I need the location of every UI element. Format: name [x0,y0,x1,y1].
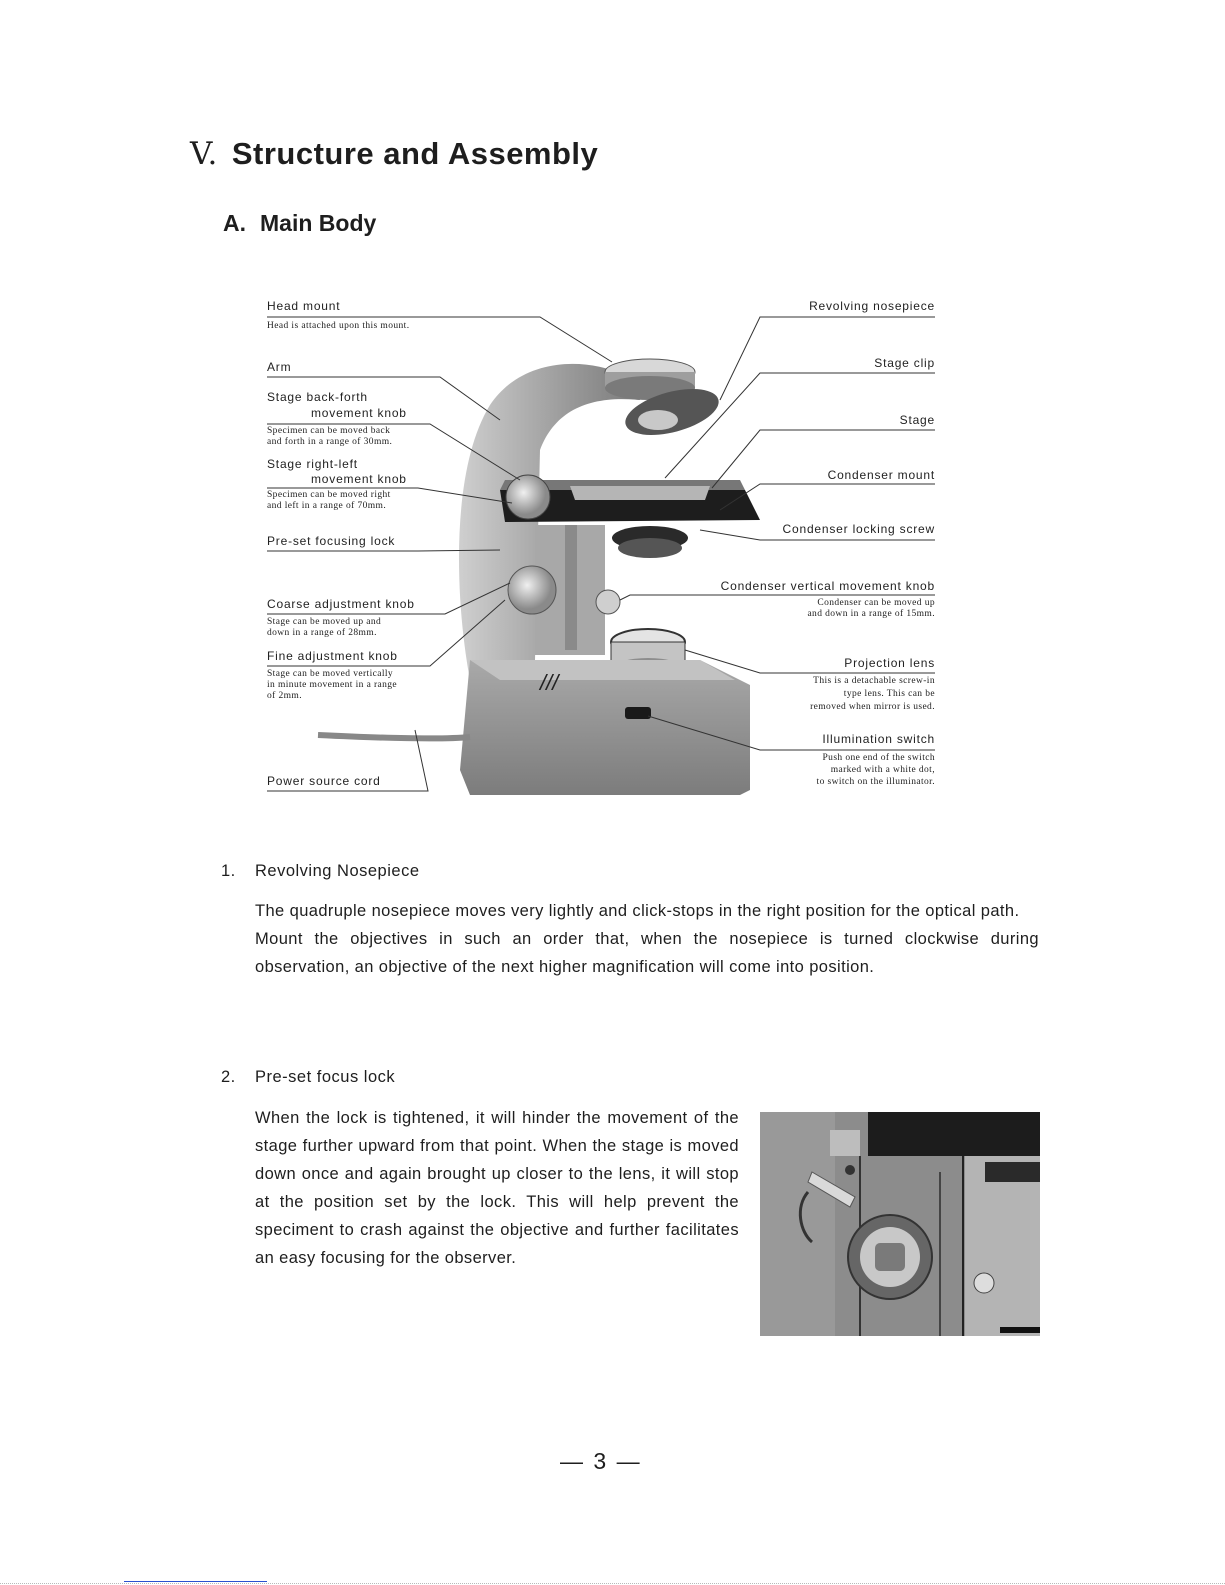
item-1-paragraph-1: The quadruple nosepiece moves very lightly and click-stops in the right position for the optical path. [255,902,1020,920]
base [460,660,750,795]
note-projection-3: removed when mirror is used. [810,702,935,712]
bottom-link-underline [124,1581,267,1582]
note-coarse-2: down in a range of 28mm. [267,628,377,638]
note-condenser-1: Condenser can be moved up [817,598,935,608]
label-stage: Stage [899,413,935,427]
label-stage-right-left: Stage right-left [267,457,358,471]
note-illumination-2: marked with a white dot, [830,765,935,775]
note-stage-back-forth-1: Specimen can be moved back [267,426,391,436]
label-power-cord: Power source cord [267,774,381,788]
note-condenser-2: and down in a range of 15mm. [807,609,935,619]
note-illumination-1: Push one end of the switch [822,753,935,763]
note-fine-1: Stage can be moved vertically [267,669,394,679]
power-cord-illus [318,735,470,738]
stage-knob [506,475,550,519]
item-2-body [255,1104,739,1272]
illumination-switch-illus [625,707,651,719]
label-preset-lock: Pre-set focusing lock [267,534,396,548]
label-illumination-switch: Illumination switch [822,732,935,746]
section-heading: A. Main Body [223,210,377,236]
item-2-heading: 2. Pre-set focus lock [221,1068,396,1086]
note-head-mount: Head is attached upon this mount. [267,321,410,331]
chapter-heading: V. Structure and Assembly [190,136,599,172]
label-head-mount: Head mount [267,299,341,313]
item-1-heading: 1. Revolving Nosepiece [221,862,420,880]
note-fine-2: in minute movement in a range [267,680,398,690]
page-number: — 3 — [560,1448,642,1474]
note-coarse-1: Stage can be moved up and [267,617,382,627]
label-arm: Arm [267,360,292,374]
svg-text:///: /// [540,670,559,695]
item-2-paragraph-1: When the lock is tightened, it will hinder the movement of the stage further upward from that point. When the stage is moved down once and again brought up closer to the lens, it will stop at the position set by the lock. This will help prevent the speciment to crash against the objective and further facilitates an easy focusing for the observer. [255,1109,739,1267]
label-condenser-mount: Condenser mount [827,468,935,482]
label-stage-back-forth-2: movement knob [311,406,407,420]
label-stage-back-forth: Stage back-forth [267,390,368,404]
focus-lock-photo [760,1112,1040,1336]
note-projection-2: type lens. This can be [843,689,935,699]
note-stage-back-forth-2: and forth in a range of 30mm. [267,437,393,447]
label-projection-lens: Projection lens [844,656,935,670]
coarse-knob-illus [508,566,556,614]
label-stage-clip: Stage clip [874,356,935,370]
item-1-paragraph-2: Mount the objectives in such an order that, when the nosepiece is turned clockwise during observation, an objective of the next higher magnification will come into position. [255,930,1039,976]
note-stage-right-left-2: and left in a range of 70mm. [267,501,387,511]
label-condenser-locking: Condenser locking screw [782,522,935,536]
note-fine-3: of 2mm. [267,691,302,701]
item-1-body [255,897,1039,981]
label-fine-knob: Fine adjustment knob [267,649,398,663]
label-coarse-knob: Coarse adjustment knob [267,597,415,611]
note-stage-right-left-1: Specimen can be moved right [267,490,391,500]
label-revolving-nosepiece: Revolving nosepiece [809,299,935,313]
note-projection-1: This is a detachable screw-in [813,676,935,686]
label-stage-right-left-2: movement knob [311,472,407,486]
label-condenser-vertical: Condenser vertical movement knob [720,579,935,593]
note-illumination-3: to switch on the illuminator. [816,777,935,787]
bottom-dotted-rule [0,1583,1225,1584]
